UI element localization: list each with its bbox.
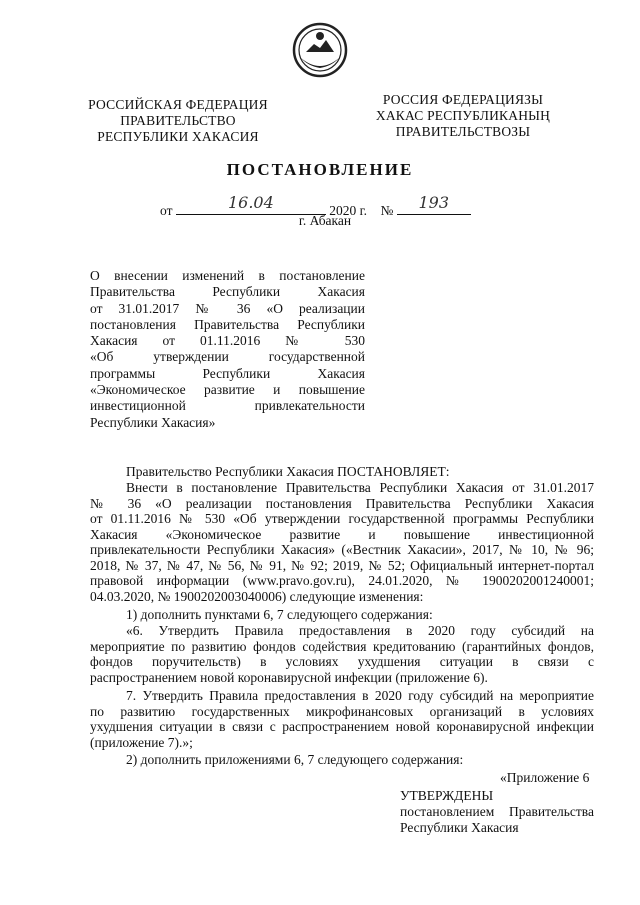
header-right-line: ПРАВИТЕЛЬСТВОЗЫ xyxy=(395,124,531,139)
paragraph-line: 7. Утвердить Правила предоставления в 2020 году субсидий на мероприятие xyxy=(126,688,594,703)
paragraph-line: фондов поручительств) в условиях ухудшения ситуации в связи с xyxy=(90,654,594,669)
subject-line: Хакасия от 01.11.2016 № 530 xyxy=(90,333,365,349)
paragraph-line: по развитию государственных микрофинансовых организаций в условиях xyxy=(90,703,594,719)
header-left-line: ПРАВИТЕЛЬСТВО xyxy=(120,113,236,128)
item-2-paragraph xyxy=(90,752,594,768)
coat-of-arms-emblem xyxy=(292,22,348,78)
approval-line: постановлением Правительства xyxy=(400,804,594,819)
subject-line: «Экономическое развитие и повышение xyxy=(90,382,365,398)
date-from-label: от xyxy=(160,203,173,218)
paragraph-line: от 01.11.2016 № 530 «Об утверждении государственной программы Республики xyxy=(90,511,594,526)
header-left-line: РОССИЙСКАЯ ФЕДЕРАЦИЯ xyxy=(88,97,268,112)
header-left-line: РЕСПУБЛИКИ ХАКАСИЯ xyxy=(97,129,259,144)
paragraph-line: распространением новой коронавирусной инфекции (приложение 6). xyxy=(90,669,488,685)
paragraph-line: Хакасия «Экономическое развитие и повышение инвестиционной xyxy=(90,526,594,542)
amendment-paragraph xyxy=(90,480,594,604)
paragraph-line: Внести в постановление Правительства Республики Хакасия от 31.01.2017 xyxy=(126,480,594,495)
paragraph-line: 04.03.2020, № 1900202003040006) следующие изменения: xyxy=(90,588,424,604)
paragraph-line: 2018, № 37, № 47, № 56, № 91, № 92; 2019, № 52; Официальный интернет-портал xyxy=(90,557,594,573)
subject-line: от 31.01.2017 № 36 «О реализации xyxy=(90,300,365,316)
decree-line: Правительство Республики Хакасия ПОСТАНОВЛЯЕТ: xyxy=(126,464,450,479)
appendix-label: «Приложение 6 xyxy=(500,770,590,785)
subject-line: программы Республики Хакасия xyxy=(90,365,365,381)
paragraph-line: мероприятие по развитию фондов содействия кредитованию (гарантийных фондов, xyxy=(90,638,594,654)
subject-line: О внесении изменений в постановление xyxy=(90,268,365,283)
subject-line: «Об утверждении государственной xyxy=(90,349,365,365)
number-handwritten: 193 xyxy=(418,193,450,212)
subject-line: Республики Хакасия» xyxy=(90,414,216,430)
date-handwritten: 16.04 xyxy=(227,193,274,212)
paragraph-line: ухудшения ситуации в связи с распространением новой коронавирусной инфекции xyxy=(90,719,594,734)
paragraph-line: (приложение 7).»; xyxy=(90,734,193,750)
paragraph-line: привлекательности Республики Хакасия» («Вестник Хакасии», 2017, № 10, № 96; xyxy=(90,542,594,557)
subject-line: Правительства Республики Хакасия xyxy=(90,284,365,300)
approval-line: Республики Хакасия xyxy=(400,820,519,835)
item-1-paragraph xyxy=(90,607,594,623)
paragraph-line: правовой информации (www.pravo.gov.ru), 24.01.2020, № 1900202001240001; xyxy=(90,573,594,588)
header-right-line: ХАКАС РЕСПУБЛИКАНЫҢ xyxy=(375,108,551,123)
paragraph-line: «6. Утвердить Правила предоставления в 2020 году субсидий на xyxy=(126,623,594,638)
date-year: 2020 г. xyxy=(329,203,367,218)
approved-label: УТВЕРЖДЕНЫ xyxy=(400,788,494,803)
decree-paragraph xyxy=(90,464,594,480)
document-title: ПОСТАНОВЛЕНИЕ xyxy=(226,160,414,179)
point-7-paragraph xyxy=(90,688,594,750)
paragraph-line: № 36 «О реализации постановления Правительства Республики Хакасия xyxy=(90,495,594,511)
appendix-approval-block xyxy=(400,788,594,836)
number-label: № xyxy=(380,203,394,218)
item-line: 2) дополнить приложениями 6, 7 следующего содержания: xyxy=(126,752,464,767)
header-right-line: РОССИЯ ФЕДЕРАЦИЯЗЫ xyxy=(382,92,544,107)
subject-block xyxy=(90,268,365,431)
subject-line: инвестиционной привлекательности xyxy=(90,398,365,414)
subject-line: постановления Правительства Республики xyxy=(90,316,365,332)
point-6-paragraph xyxy=(90,623,594,685)
coat-of-arms-icon xyxy=(292,22,348,78)
header-right-block xyxy=(358,92,568,140)
city-name: г. Абакан xyxy=(298,213,352,228)
header-left-block xyxy=(68,97,288,145)
item-line: 1) дополнить пунктами 6, 7 следующего содержания: xyxy=(126,607,433,622)
